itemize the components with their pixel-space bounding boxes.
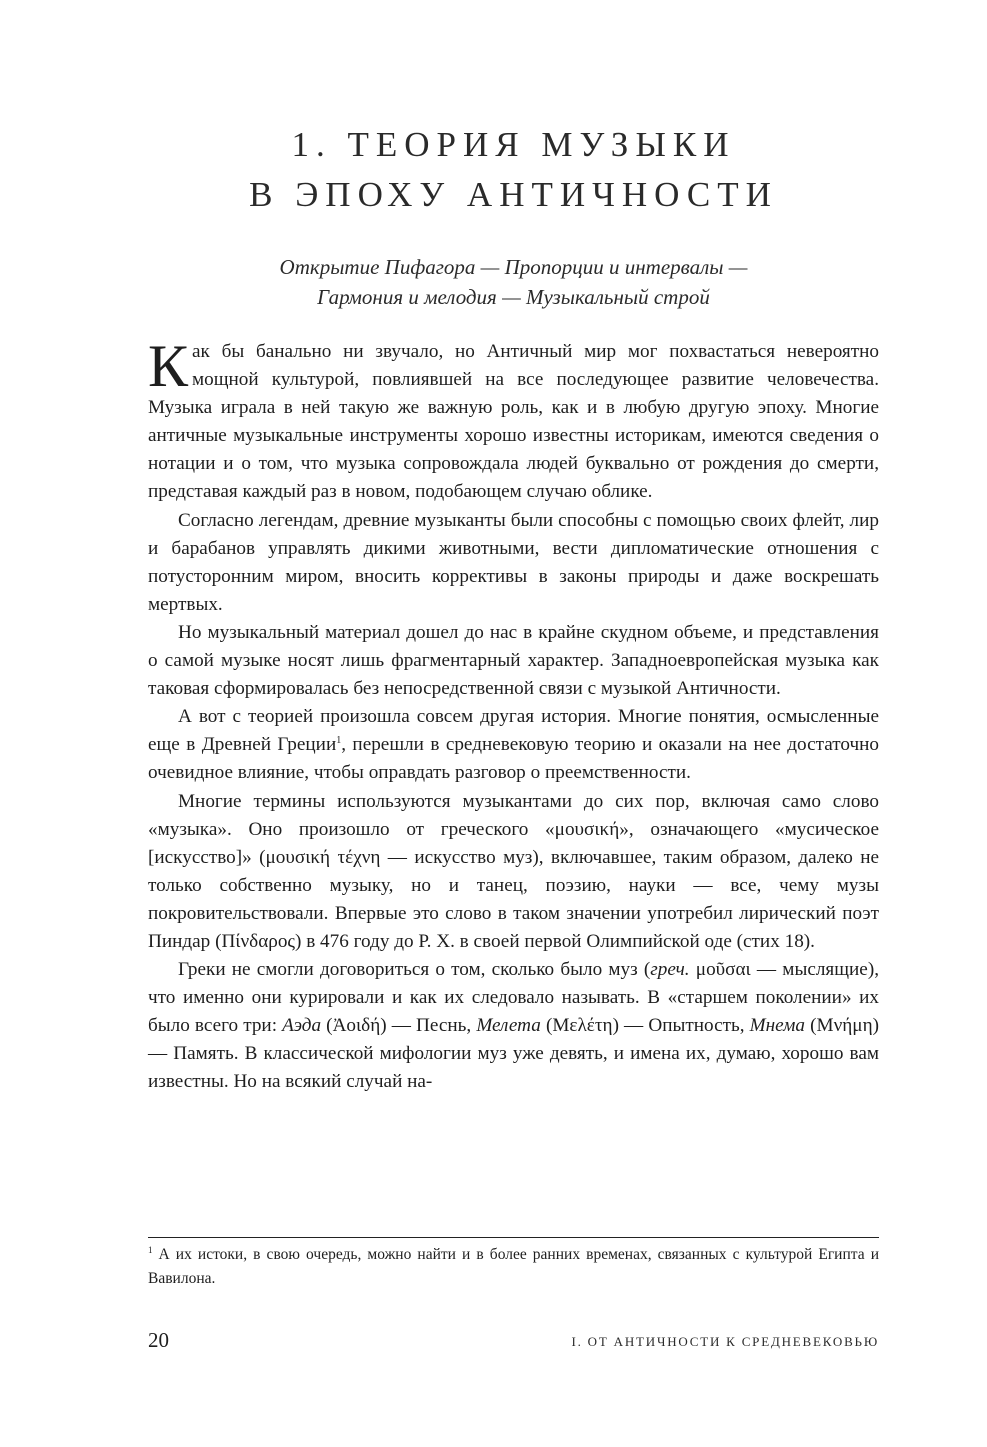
paragraph-1-text: ак бы банально ни звучало, но Античный мир мог похвастаться невероятно мощной культурой, повлиявшей на все последующее развитие человечества. Музыка играла в ней такую же важную роль, как и в любую другую эпоху. Многие античные музыкальные инструменты хорошо известны историкам, имеются сведения о нотации и о том, что музыка сопровождала людей буквально от рождения до смерти, представая каждый раз в новом, подобающем случаю облике. [148, 341, 879, 503]
paragraph-6-text-1: Греки не смогли договориться о том, сколько было муз ( [178, 959, 651, 981]
paragraph-5: Многие термины используются музыкантами до сих пор, включая само слово «музыка». Оно произошло от греческого «μουσική», означающего «мусическое [искусство]» (μουσική τέχνη — искусство муз), включавшее, таким образом, далеко не только собственно музыку, но и танец, поэзию, науки — все, чему музы покровительствовали. Впервые это слово в таком значении употребил лирический поэт Пиндар (Πίνδαρος) в 476 году до Р. Х. в своей первой Олимпийской оде (стих 18). [148, 790, 879, 952]
page-number: 20 [148, 1328, 169, 1352]
drop-cap: К [148, 333, 189, 399]
chapter-subtitle [148, 252, 879, 312]
chapter-title-line-1: 1. ТЕОРИЯ МУЗЫКИ [291, 125, 736, 164]
footnote-mark: 1 [148, 1245, 153, 1255]
body-text [148, 333, 880, 1097]
paragraph-3: Но музыкальный материал дошел до нас в крайне скудном объеме, и представления о самой музыке носят лишь фрагментарный характер. Западноевропейская музыка как таковая сформировалась без непосредственной связи с музыкой Античности. [148, 621, 879, 700]
paragraph-6-italic-4: Мнема [749, 1015, 806, 1037]
subtitle-line-1: Открытие Пифагора — Пропорции и интервалы — [279, 255, 748, 279]
chapter-title [148, 120, 879, 220]
footnote-reference[interactable]: 1 [336, 735, 342, 747]
paragraph-6-italic-2: Аэда [282, 1015, 322, 1037]
chapter-title-line-2: В ЭПОХУ АНТИЧНОСТИ [249, 175, 778, 214]
footnote-text: А их истоки, в свою очередь, можно найти и в более ранних временах, связанных с культурой Египта и Вавилона. [148, 1246, 879, 1287]
paragraph-6-text-3: (Ἀοιδή) — Песнь, [321, 1015, 477, 1037]
paragraph-1 [148, 333, 879, 507]
running-head: I. ОТ АНТИЧНОСТИ К СРЕДНЕВЕКОВЬЮ [571, 1334, 879, 1349]
footnote-divider [148, 1237, 879, 1238]
paragraph-6-text-5: (Μνήμη) — Память. В классической мифологии муз уже девять, и имена их, думаю, хорошо вам известны. Но на всякий случай на- [148, 1015, 879, 1093]
paragraph-6-text-4: (Μελέτη) — Опытность, [540, 1015, 750, 1037]
paragraph-4-text-a: А вот с теорией произошла совсем другая история. Многие понятия, осмысленные еще в Древней Греции [148, 706, 879, 756]
paragraph-2: Согласно легендам, древние музыканты были способны с помощью своих флейт, лир и барабанов управлять дикими животными, вести дипломатические отношения с потусторонним миром, вносить коррективы в законы природы и даже воскрешать мертвых. [148, 509, 879, 615]
footnote-body [148, 1243, 879, 1291]
footnote [148, 1243, 879, 1291]
paragraph-6-italic-3: Мелета [476, 1015, 541, 1037]
paragraph-6-text-2: μοῦσαι — мыслящие), что именно они курировали и как их следовало называть. В «старшем поколении» их было всего три: [148, 959, 880, 1037]
subtitle-line-2: Гармония и мелодия — Музыкальный строй [317, 285, 710, 309]
paragraph-6-italic-1: греч. [650, 959, 690, 981]
paragraph-6 [148, 956, 879, 1096]
paragraph-4 [148, 703, 879, 787]
paragraph-4-text-b: , перешли в средневековую теорию и оказали на нее достаточно очевидное влияние, чтобы оправдать разговор о преемственности. [148, 734, 879, 784]
